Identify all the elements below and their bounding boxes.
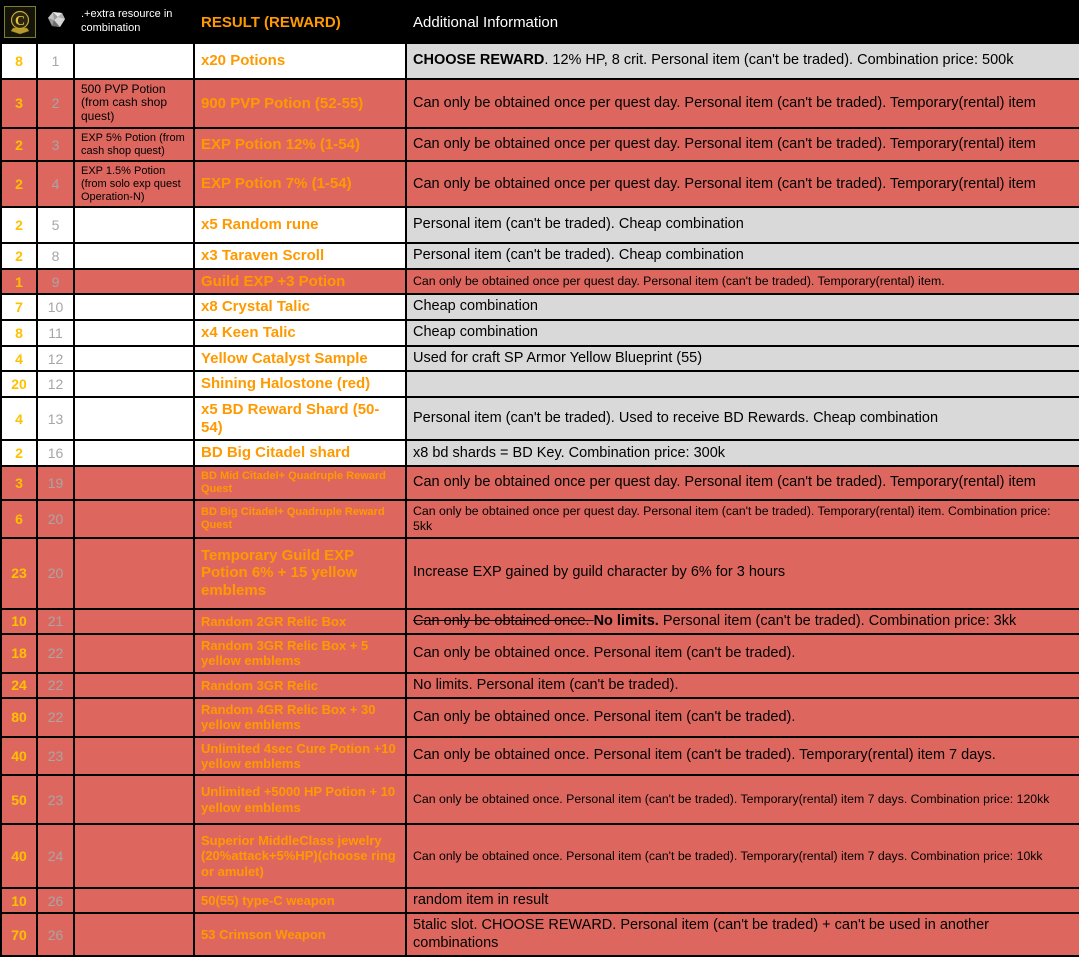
gold-count-cell: 8 [1,43,37,79]
info-cell [406,161,1079,207]
info-text-segment: Personal item (can't be traded). Combination price: 3kk [658,612,1017,629]
table-row [1,294,1079,320]
gold-count-cell: 2 [1,128,37,161]
info-text-segment: Can only be obtained once per quest day. Personal item (can't be traded). Temporary(rental) item [413,474,1036,491]
extra-resource-cell [74,43,194,79]
gem-cost-column-header [37,1,74,43]
table-row [1,207,1079,243]
result-cell: 900 PVP Potion (52-55) [194,79,406,128]
extra-resource-cell [74,466,194,500]
table-row [1,243,1079,269]
result-cell: Temporary Guild EXP Potion 6% + 15 yellow emblems [194,538,406,609]
gem-count-cell: 12 [37,346,74,372]
gold-count-cell: 3 [1,466,37,500]
table-row [1,43,1079,79]
info-cell [406,43,1079,79]
extra-resource-cell [74,913,194,956]
result-cell: BD Big Citadel+ Quadruple Reward Quest [194,500,406,538]
extra-resource-cell [74,294,194,320]
info-cell [406,294,1079,320]
info-text-segment: 5talic slot. CHOOSE REWARD. Personal item (can't be traded) + can't be used in another combinations [413,917,989,951]
result-cell: Random 3GR Relic [194,673,406,698]
result-cell: BD Mid Citadel+ Quadruple Reward Quest [194,466,406,500]
gem-count-cell: 2 [37,79,74,128]
table-row [1,161,1079,207]
table-row [1,913,1079,956]
info-cell [406,269,1079,295]
result-cell: EXP Potion 7% (1-54) [194,161,406,207]
info-cell [406,609,1079,634]
gem-count-cell: 20 [37,538,74,609]
info-text-segment: No limits. [593,612,659,629]
gold-count-cell: 40 [1,824,37,888]
gem-count-cell: 9 [37,269,74,295]
extra-resource-cell [74,207,194,243]
info-cell [406,737,1079,776]
extra-resource-cell: EXP 1.5% Potion (from solo exp quest Operation-N) [74,161,194,207]
info-text-segment: Personal item (can't be traded). Cheap combination [413,247,744,264]
info-text-segment: Can only be obtained once. Personal item (can't be traded). [413,708,796,725]
info-text-segment: Can only be obtained once. Personal item (can't be traded). Temporary(rental) item 7 days. [413,747,996,764]
gold-count-cell: 24 [1,673,37,698]
gem-count-cell: 8 [37,243,74,269]
gold-count-cell: 70 [1,913,37,956]
gem-count-cell: 10 [37,294,74,320]
result-cell: BD Big Citadel shard [194,440,406,466]
info-text-segment: Can only be obtained once per quest day. Personal item (can't be traded). Temporary(rental) item. Combination price: 5kk [413,504,1051,533]
gem-count-cell: 1 [37,43,74,79]
header-row [1,1,1079,43]
table-row [1,320,1079,346]
table-row [1,346,1079,372]
table-row [1,371,1079,397]
extra-resource-cell: EXP 5% Potion (from cash shop quest) [74,128,194,161]
gem-count-cell: 5 [37,207,74,243]
extra-resource-cell [74,269,194,295]
info-cell [406,913,1079,956]
info-text-segment: Can only be obtained once per quest day. Personal item (can't be traded). Temporary(rental) item [413,94,1036,111]
gold-count-cell: 18 [1,634,37,673]
svg-text:C: C [14,14,26,29]
info-cell [406,824,1079,888]
info-text-segment: Used for craft SP Armor Yellow Blueprint (55) [413,349,703,366]
info-text-segment: Can only be obtained once. Personal item (can't be traded). Temporary(rental) item 7 days. Combination price: 120kk [413,792,1050,807]
info-cell [406,698,1079,737]
gold-count-cell: 10 [1,888,37,913]
info-text-segment: Can only be obtained once. Personal item (can't be traded). [413,644,796,661]
result-column-header: RESULT (REWARD) [194,1,406,43]
info-cell [406,500,1079,538]
result-cell: Yellow Catalyst Sample [194,346,406,372]
extra-resource-cell [74,824,194,888]
result-cell: x20 Potions [194,43,406,79]
gold-count-cell: 1 [1,269,37,295]
result-cell: Random 4GR Relic Box + 30 yellow emblems [194,698,406,737]
gold-count-cell: 6 [1,500,37,538]
gem-count-cell: 13 [37,397,74,440]
extra-resource-cell [74,243,194,269]
info-cell [406,466,1079,500]
gem-count-cell: 3 [37,128,74,161]
result-cell: Unlimited 4sec Cure Potion +10 yellow emblems [194,737,406,776]
gem-count-cell: 22 [37,634,74,673]
extra-resource-cell [74,888,194,913]
table-row [1,775,1079,824]
gold-count-cell: 50 [1,775,37,824]
gold-count-cell: 2 [1,161,37,207]
gold-cost-column-header [1,1,37,43]
result-cell: 50(55) type-C weapon [194,888,406,913]
extra-resource-cell [74,320,194,346]
info-cell [406,128,1079,161]
gem-count-cell: 23 [37,775,74,824]
extra-resource-cell [74,397,194,440]
table-row [1,128,1079,161]
gem-count-cell: 26 [37,888,74,913]
extra-resource-cell [74,440,194,466]
info-cell [406,397,1079,440]
table-row [1,538,1079,609]
gold-count-cell: 40 [1,737,37,776]
extra-resource-column-header: .+extra resource in combination [74,1,194,43]
table-row [1,698,1079,737]
table-row [1,269,1079,295]
info-text-segment: Can only be obtained once. Personal item (can't be traded). Temporary(rental) item 7 days. Combination price: 10kk [413,848,1043,863]
table-row [1,824,1079,888]
gem-count-cell: 20 [37,500,74,538]
gold-count-cell: 20 [1,371,37,397]
info-cell [406,440,1079,466]
gold-count-cell: 3 [1,79,37,128]
table-row [1,440,1079,466]
extra-resource-cell [74,775,194,824]
result-cell: x8 Crystal Talic [194,294,406,320]
gem-count-cell: 11 [37,320,74,346]
info-text-segment: Can only be obtained once per quest day. Personal item (can't be traded). Temporary(rental) item [413,175,1036,192]
extra-resource-cell [74,500,194,538]
info-text-segment: Personal item (can't be traded). Cheap combination [413,216,744,233]
table-row [1,673,1079,698]
info-cell [406,673,1079,698]
info-text-segment: No limits. Personal item (can't be traded). [413,676,679,693]
extra-resource-cell [74,609,194,634]
reward-table-body [1,43,1079,956]
result-cell: x4 Keen Talic [194,320,406,346]
gem-count-cell: 21 [37,609,74,634]
info-text-segment: Can only be obtained once. [413,612,594,629]
result-cell: Unlimited +5000 HP Potion + 10 yellow emblems [194,775,406,824]
info-text-segment: x8 bd shards = BD Key. Combination price: 300k [413,444,726,461]
result-cell: x5 BD Reward Shard (50-54) [194,397,406,440]
table-row [1,79,1079,128]
extra-resource-cell [74,346,194,372]
info-cell [406,888,1079,913]
table-row [1,466,1079,500]
info-text-segment: . 12% HP, 8 crit. Personal item (can't be traded). Combination price: 500k [544,52,1014,69]
gem-count-cell: 22 [37,673,74,698]
gold-count-cell: 4 [1,397,37,440]
extra-resource-cell [74,538,194,609]
extra-resource-cell [74,698,194,737]
result-cell: Random 2GR Relic Box [194,609,406,634]
result-cell: Superior MiddleClass jewelry (20%attack+5%HP)(choose ring or amulet) [194,824,406,888]
result-cell: 53 Crimson Weapon [194,913,406,956]
info-cell [406,538,1079,609]
gem-count-cell: 22 [37,698,74,737]
info-text-segment: Increase EXP gained by guild character by 6% for 3 hours [413,564,786,581]
extra-resource-cell [74,673,194,698]
extra-resource-cell [74,737,194,776]
gold-count-cell: 2 [1,243,37,269]
extra-resource-cell [74,371,194,397]
info-cell [406,320,1079,346]
item-slot-frame [4,6,36,38]
info-text-segment: CHOOSE REWARD [413,52,545,69]
gold-count-cell: 4 [1,346,37,372]
info-text-segment: Cheap combination [413,298,538,315]
gem-count-cell: 23 [37,737,74,776]
info-text-segment: random item in result [413,892,549,909]
gold-count-cell: 2 [1,440,37,466]
gold-count-cell: 23 [1,538,37,609]
result-cell: Shining Halostone (red) [194,371,406,397]
gold-count-cell: 8 [1,320,37,346]
extra-resource-cell [74,634,194,673]
info-cell [406,79,1079,128]
table-row [1,737,1079,776]
info-cell [406,207,1079,243]
result-cell: Guild EXP +3 Potion [194,269,406,295]
info-text-segment: Personal item (can't be traded). Used to receive BD Rewards. Cheap combination [413,410,939,427]
info-cell [406,243,1079,269]
info-text-segment: Cheap combination [413,324,538,341]
result-cell: EXP Potion 12% (1-54) [194,128,406,161]
gold-count-cell: 10 [1,609,37,634]
info-cell [406,775,1079,824]
info-cell [406,634,1079,673]
info-text-segment: Can only be obtained once per quest day. Personal item (can't be traded). Temporary(rental) item [413,136,1036,153]
info-cell [406,346,1079,372]
table-row [1,634,1079,673]
result-cell: x3 Taraven Scroll [194,243,406,269]
info-cell [406,371,1079,397]
gold-count-cell: 2 [1,207,37,243]
info-column-header: Additional Information [406,1,1079,43]
gem-icon [44,10,68,30]
extra-resource-cell: 500 PVP Potion (from cash shop quest) [74,79,194,128]
gem-count-cell: 16 [37,440,74,466]
gem-count-cell: 4 [37,161,74,207]
result-cell: x5 Random rune [194,207,406,243]
gem-count-cell: 24 [37,824,74,888]
gem-count-cell: 26 [37,913,74,956]
table-row [1,397,1079,440]
table-row [1,609,1079,634]
table-row [1,888,1079,913]
table-row [1,500,1079,538]
gem-count-cell: 19 [37,466,74,500]
gold-emblem-icon [7,9,33,35]
gold-count-cell: 7 [1,294,37,320]
gem-count-cell: 12 [37,371,74,397]
gold-count-cell: 80 [1,698,37,737]
result-cell: Random 3GR Relic Box + 5 yellow emblems [194,634,406,673]
info-text-segment: Can only be obtained once per quest day. Personal item (can't be traded). Temporary(rental) item. [413,274,945,289]
